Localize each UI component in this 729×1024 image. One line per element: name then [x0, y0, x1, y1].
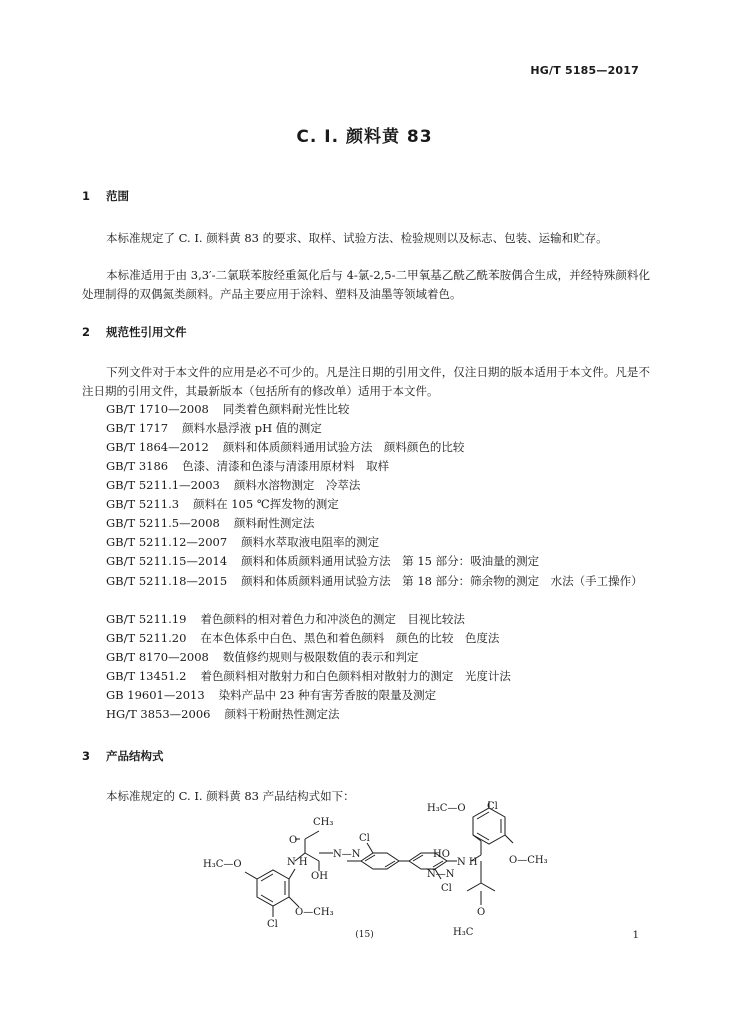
label-cl-bottom-left: Cl — [267, 919, 278, 930]
reference-title: 色漆、清漆和色漆与清漆用原材料 取样 — [182, 459, 390, 473]
reference-item — [82, 572, 650, 591]
reference-title: 同类着色颜料耐光性比较 — [222, 402, 350, 416]
reference-title: 颜料和体质颜料通用试验方法 第 15 部分：吸油量的测定 — [241, 554, 540, 568]
reference-item — [106, 420, 322, 436]
standard-number: HG/T 5185—2017 — [530, 64, 639, 77]
label-h3c-o-left: H₃C—O — [203, 859, 242, 870]
reference-code: GB/T 5211.12—2007 — [106, 535, 228, 549]
reference-title: 颜料水溶物测定 冷萃法 — [233, 478, 361, 492]
label-cl-top: Cl — [487, 801, 498, 812]
document-title: C. I. 颜料黄 83 — [296, 127, 433, 147]
reference-title: 颜料和体质颜料通用试验方法 第 18 部分：筛余物的测定 水法（手工操作） — [241, 574, 643, 588]
label-cl-mid-right: Cl — [441, 883, 452, 894]
left-benzene-ring — [257, 870, 289, 906]
section-2-title: 规范性引用文件 — [106, 325, 187, 339]
page-number: 1 — [632, 930, 639, 941]
reference-code: GB/T 1864—2012 — [106, 440, 209, 454]
reference-code: HG/T 3853—2006 — [106, 707, 211, 721]
page-code: (15) — [355, 930, 374, 940]
label-cl-mid-left: Cl — [359, 833, 370, 844]
reference-code: GB 19601—2013 — [106, 688, 205, 702]
label-ch3-left: CH₃ — [313, 817, 334, 828]
reference-title: 染料产品中 23 种有害芳香胺的限量及测定 — [218, 688, 437, 702]
reference-title: 颜料水悬浮液 pH 值的测定 — [182, 421, 322, 435]
label-h3c-right: H₃C — [453, 927, 474, 938]
section-1-number: 1 — [82, 189, 91, 203]
reference-code: GB/T 1717 — [106, 421, 169, 435]
reference-title: 在本色体系中白色、黑色和着色颜料 颜色的比较 色度法 — [200, 631, 500, 645]
label-o-left: O — [289, 835, 298, 846]
reference-code: GB/T 13451.2 — [106, 669, 187, 683]
label-oh-left: OH — [311, 871, 328, 882]
section-2-heading — [82, 324, 187, 340]
section-2-number: 2 — [82, 325, 91, 339]
section-3-number: 3 — [82, 749, 91, 763]
label-n-eq-n-right: N—N — [427, 869, 455, 880]
reference-item — [106, 668, 511, 684]
reference-item — [106, 553, 539, 569]
reference-item — [106, 401, 349, 417]
reference-item — [106, 611, 465, 627]
reference-code: GB/T 3186 — [106, 459, 169, 473]
reference-title: 颜料耐性测定法 — [233, 516, 315, 530]
scope-paragraph-1 — [82, 229, 650, 248]
reference-item — [106, 515, 314, 531]
reference-item — [106, 630, 499, 646]
reference-title: 颜料在 105 ℃挥发物的测定 — [193, 497, 339, 511]
reference-code: GB/T 5211.3 — [106, 497, 180, 511]
biphenyl-left-ring — [361, 853, 399, 869]
label-nh-left: N H — [287, 857, 308, 868]
reference-item — [106, 477, 360, 493]
label-h3c-o-top: H₃C—O — [427, 803, 466, 814]
reference-title: 颜料水萃取液电阻率的测定 — [241, 535, 380, 549]
reference-title: 颜料和体质颜料通用试验方法 颜料颜色的比较 — [222, 440, 465, 454]
reference-title: 着色颜料的相对着色力和冲淡色的测定 目视比较法 — [200, 612, 465, 626]
section-1-title: 范围 — [106, 189, 130, 203]
structural-formula-drawing — [195, 797, 555, 947]
normative-intro — [82, 363, 650, 401]
reference-item — [106, 706, 339, 722]
normative-intro-text: 下列文件对于本文件的应用是必不可少的。凡是注日期的引用文件，仅注日期的版本适用于本文件。凡是不注日期的引用文件，其最新版本（包括所有的修改单）适用于本文件。 — [82, 365, 650, 398]
reference-item — [106, 439, 464, 455]
reference-code: GB/T 5211.1—2003 — [106, 478, 220, 492]
reference-title: 数值修约规则与极限数值的表示和判定 — [222, 650, 419, 664]
reference-item — [106, 496, 339, 512]
structure-intro-text: 本标准规定的 C. I. 颜料黄 83 产品结构式如下： — [106, 789, 355, 803]
reference-code: GB/T 5211.19 — [106, 612, 187, 626]
reference-code: GB/T 5211.15—2014 — [106, 554, 228, 568]
reference-code: GB/T 1710—2008 — [106, 402, 209, 416]
reference-title: 着色颜料相对散射力和白色颜料相对散射力的测定 光度计法 — [200, 669, 511, 683]
reference-item — [106, 458, 389, 474]
section-1-heading — [82, 188, 129, 204]
scope-text-1: 本标准规定了 C. I. 颜料黄 83 的要求、取样、试验方法、检验规则以及标志、包装、运输和贮存。 — [106, 231, 608, 245]
reference-code: GB/T 5211.5—2008 — [106, 516, 220, 530]
reference-title: 颜料干粉耐热性测定法 — [224, 707, 340, 721]
reference-code: GB/T 5211.18—2015 — [106, 574, 228, 588]
reference-code: GB/T 5211.20 — [106, 631, 187, 645]
label-o-right: O — [477, 907, 486, 918]
label-ho-right: HO — [433, 849, 450, 860]
scope-text-2: 本标准适用于由 3,3′-二氯联苯胺经重氮化后与 4-氯-2,5-二甲氧基乙酰乙酰苯胺偶合生成，并经特殊颜料化处理制得的双偶氮类颜料。产品主要应用于涂料、塑料及油墨等领域着色。 — [82, 268, 650, 301]
section-3-heading — [82, 748, 164, 764]
section-3-title: 产品结构式 — [106, 749, 164, 763]
reference-item — [106, 649, 418, 665]
label-o-ch3-left: O—CH₃ — [295, 907, 334, 918]
reference-item — [106, 687, 436, 703]
reference-item — [106, 534, 379, 550]
structural-formula — [195, 797, 555, 947]
label-o-ch3-right: O—CH₃ — [509, 855, 548, 866]
label-nh-right: N H — [457, 857, 478, 868]
label-n-eq-n-left: N—N — [333, 849, 361, 860]
scope-paragraph-2 — [82, 266, 650, 304]
reference-code: GB/T 8170—2008 — [106, 650, 209, 664]
